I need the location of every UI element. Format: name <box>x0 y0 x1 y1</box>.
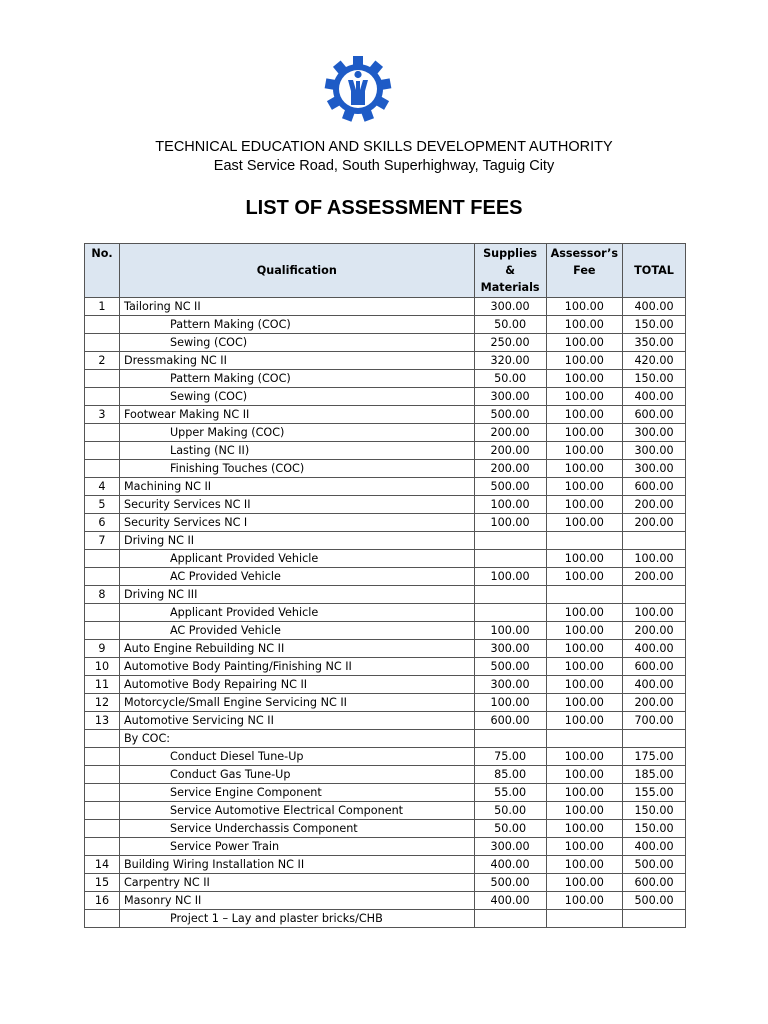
row-qualification: Sewing (COC) <box>119 388 474 406</box>
row-supplies-materials: 75.00 <box>474 748 546 766</box>
row-qualification: Tailoring NC II <box>119 298 474 316</box>
row-supplies-materials <box>474 532 546 550</box>
row-assessor-fee <box>546 910 622 928</box>
header-assessor-line2: Fee <box>573 264 596 277</box>
row-qualification: AC Provided Vehicle <box>119 568 474 586</box>
row-supplies-materials: 85.00 <box>474 766 546 784</box>
row-qualification: Service Underchassis Component <box>119 820 474 838</box>
row-total: 300.00 <box>623 442 686 460</box>
table-row <box>85 604 686 622</box>
row-total: 150.00 <box>623 370 686 388</box>
table-body <box>85 298 686 928</box>
table-row <box>85 568 686 586</box>
organization-address: East Service Road, South Superhighway, Taguig City <box>213 158 555 174</box>
row-supplies-materials: 300.00 <box>474 388 546 406</box>
row-qualification: Sewing (COC) <box>119 334 474 352</box>
table-row <box>85 856 686 874</box>
table-row <box>85 622 686 640</box>
row-qualification: Auto Engine Rebuilding NC II <box>119 640 474 658</box>
row-supplies-materials: 100.00 <box>474 694 546 712</box>
header-assessor-fee <box>546 244 622 298</box>
row-number: 15 <box>85 874 120 892</box>
row-total: 100.00 <box>623 550 686 568</box>
table-row <box>85 370 686 388</box>
row-qualification: Machining NC II <box>119 478 474 496</box>
row-number <box>85 316 120 334</box>
row-total: 150.00 <box>623 316 686 334</box>
table-row <box>85 532 686 550</box>
row-supplies-materials <box>474 550 546 568</box>
row-qualification: AC Provided Vehicle <box>119 622 474 640</box>
row-qualification: Automotive Body Painting/Finishing NC II <box>119 658 474 676</box>
table-row <box>85 586 686 604</box>
row-number: 13 <box>85 712 120 730</box>
row-number <box>85 334 120 352</box>
row-qualification: Footwear Making NC II <box>119 406 474 424</box>
row-assessor-fee <box>546 532 622 550</box>
row-qualification: Finishing Touches (COC) <box>119 460 474 478</box>
row-number <box>85 910 120 928</box>
assessment-fees-table <box>84 243 686 928</box>
row-number: 14 <box>85 856 120 874</box>
table-row <box>85 676 686 694</box>
row-total: 200.00 <box>623 622 686 640</box>
row-total: 100.00 <box>623 604 686 622</box>
table-row <box>85 838 686 856</box>
header-qualification: Qualification <box>119 244 474 298</box>
row-total: 600.00 <box>623 658 686 676</box>
row-qualification: Automotive Servicing NC II <box>119 712 474 730</box>
row-total: 175.00 <box>623 748 686 766</box>
row-number: 3 <box>85 406 120 424</box>
row-supplies-materials: 200.00 <box>474 424 546 442</box>
row-qualification: Security Services NC I <box>119 514 474 532</box>
row-assessor-fee: 100.00 <box>546 478 622 496</box>
row-supplies-materials: 300.00 <box>474 838 546 856</box>
row-total: 150.00 <box>623 802 686 820</box>
row-assessor-fee: 100.00 <box>546 406 622 424</box>
row-qualification: By COC: <box>119 730 474 748</box>
row-assessor-fee: 100.00 <box>546 856 622 874</box>
row-assessor-fee <box>546 730 622 748</box>
row-supplies-materials: 300.00 <box>474 640 546 658</box>
table-row <box>85 658 686 676</box>
header-assessor-line1: Assessor’s <box>550 247 619 260</box>
table-row <box>85 460 686 478</box>
table-header-row <box>85 244 686 298</box>
row-supplies-materials: 50.00 <box>474 802 546 820</box>
table-row <box>85 820 686 838</box>
row-number <box>85 388 120 406</box>
row-total: 700.00 <box>623 712 686 730</box>
row-total: 400.00 <box>623 838 686 856</box>
row-assessor-fee: 100.00 <box>546 622 622 640</box>
row-qualification: Conduct Gas Tune-Up <box>119 766 474 784</box>
row-total: 400.00 <box>623 640 686 658</box>
row-supplies-materials: 200.00 <box>474 442 546 460</box>
header-supplies <box>474 244 546 298</box>
row-number <box>85 568 120 586</box>
row-total: 500.00 <box>623 856 686 874</box>
row-number: 12 <box>85 694 120 712</box>
row-assessor-fee: 100.00 <box>546 766 622 784</box>
table-row <box>85 352 686 370</box>
row-assessor-fee: 100.00 <box>546 640 622 658</box>
row-qualification: Service Power Train <box>119 838 474 856</box>
table-row <box>85 298 686 316</box>
row-supplies-materials: 500.00 <box>474 478 546 496</box>
table-row <box>85 478 686 496</box>
row-supplies-materials: 500.00 <box>474 406 546 424</box>
table-row <box>85 892 686 910</box>
row-supplies-materials: 100.00 <box>474 496 546 514</box>
row-total: 200.00 <box>623 514 686 532</box>
row-total: 200.00 <box>623 694 686 712</box>
row-assessor-fee: 100.00 <box>546 874 622 892</box>
row-total: 300.00 <box>623 460 686 478</box>
row-total <box>623 586 686 604</box>
row-assessor-fee: 100.00 <box>546 838 622 856</box>
row-total <box>623 910 686 928</box>
row-qualification: Building Wiring Installation NC II <box>119 856 474 874</box>
row-qualification: Service Engine Component <box>119 784 474 802</box>
row-total: 600.00 <box>623 874 686 892</box>
table-row <box>85 514 686 532</box>
table-row <box>85 496 686 514</box>
row-qualification: Masonry NC II <box>119 892 474 910</box>
row-qualification: Driving NC II <box>119 532 474 550</box>
table-row <box>85 766 686 784</box>
row-qualification: Pattern Making (COC) <box>119 316 474 334</box>
row-assessor-fee: 100.00 <box>546 496 622 514</box>
row-qualification: Motorcycle/Small Engine Servicing NC II <box>119 694 474 712</box>
row-total: 155.00 <box>623 784 686 802</box>
row-qualification: Applicant Provided Vehicle <box>119 604 474 622</box>
table-row <box>85 802 686 820</box>
row-assessor-fee: 100.00 <box>546 370 622 388</box>
row-supplies-materials <box>474 730 546 748</box>
row-qualification: Project 1 – Lay and plaster bricks/CHB <box>119 910 474 928</box>
header-supplies-line3: Materials <box>480 281 540 294</box>
row-number <box>85 838 120 856</box>
row-total: 400.00 <box>623 298 686 316</box>
row-assessor-fee: 100.00 <box>546 820 622 838</box>
row-number: 2 <box>85 352 120 370</box>
row-number <box>85 766 120 784</box>
row-assessor-fee: 100.00 <box>546 568 622 586</box>
row-supplies-materials: 300.00 <box>474 676 546 694</box>
row-number: 8 <box>85 586 120 604</box>
row-supplies-materials: 250.00 <box>474 334 546 352</box>
row-supplies-materials: 500.00 <box>474 874 546 892</box>
row-assessor-fee: 100.00 <box>546 712 622 730</box>
table-row <box>85 748 686 766</box>
row-total: 185.00 <box>623 766 686 784</box>
row-qualification: Lasting (NC II) <box>119 442 474 460</box>
row-total: 200.00 <box>623 496 686 514</box>
row-assessor-fee: 100.00 <box>546 334 622 352</box>
row-assessor-fee: 100.00 <box>546 352 622 370</box>
row-total: 150.00 <box>623 820 686 838</box>
row-assessor-fee: 100.00 <box>546 442 622 460</box>
row-number: 4 <box>85 478 120 496</box>
row-assessor-fee: 100.00 <box>546 388 622 406</box>
table-row <box>85 334 686 352</box>
row-assessor-fee: 100.00 <box>546 316 622 334</box>
table-row <box>85 784 686 802</box>
row-number <box>85 442 120 460</box>
row-number <box>85 604 120 622</box>
row-total: 200.00 <box>623 568 686 586</box>
row-total: 600.00 <box>623 478 686 496</box>
row-number <box>85 370 120 388</box>
row-qualification: Driving NC III <box>119 586 474 604</box>
row-qualification: Carpentry NC II <box>119 874 474 892</box>
row-supplies-materials: 55.00 <box>474 784 546 802</box>
header-supplies-line2: & <box>505 264 515 277</box>
row-assessor-fee: 100.00 <box>546 604 622 622</box>
table-row <box>85 550 686 568</box>
table-row <box>85 694 686 712</box>
table-row <box>85 640 686 658</box>
row-qualification: Pattern Making (COC) <box>119 370 474 388</box>
row-supplies-materials: 300.00 <box>474 298 546 316</box>
row-assessor-fee: 100.00 <box>546 748 622 766</box>
table-row <box>85 388 686 406</box>
row-supplies-materials: 100.00 <box>474 514 546 532</box>
row-qualification: Conduct Diesel Tune-Up <box>119 748 474 766</box>
row-qualification: Security Services NC II <box>119 496 474 514</box>
row-supplies-materials: 50.00 <box>474 316 546 334</box>
tesda-logo-icon <box>324 55 392 123</box>
row-number <box>85 784 120 802</box>
row-supplies-materials: 50.00 <box>474 820 546 838</box>
row-assessor-fee: 100.00 <box>546 424 622 442</box>
row-number <box>85 730 120 748</box>
row-number: 5 <box>85 496 120 514</box>
row-assessor-fee: 100.00 <box>546 658 622 676</box>
row-number: 16 <box>85 892 120 910</box>
row-supplies-materials: 400.00 <box>474 856 546 874</box>
row-number: 6 <box>85 514 120 532</box>
row-total: 600.00 <box>623 406 686 424</box>
row-qualification: Dressmaking NC II <box>119 352 474 370</box>
row-number <box>85 550 120 568</box>
table-row <box>85 442 686 460</box>
row-assessor-fee: 100.00 <box>546 298 622 316</box>
row-supplies-materials: 600.00 <box>474 712 546 730</box>
table-row <box>85 406 686 424</box>
row-number <box>85 820 120 838</box>
row-total <box>623 730 686 748</box>
table-row <box>85 910 686 928</box>
row-supplies-materials: 400.00 <box>474 892 546 910</box>
row-qualification: Upper Making (COC) <box>119 424 474 442</box>
table-row <box>85 874 686 892</box>
table-row <box>85 424 686 442</box>
header-supplies-line1: Supplies <box>483 247 538 260</box>
row-assessor-fee: 100.00 <box>546 784 622 802</box>
row-assessor-fee: 100.00 <box>546 514 622 532</box>
row-supplies-materials <box>474 910 546 928</box>
row-number <box>85 748 120 766</box>
row-supplies-materials: 200.00 <box>474 460 546 478</box>
row-number: 7 <box>85 532 120 550</box>
row-number: 1 <box>85 298 120 316</box>
row-number <box>85 424 120 442</box>
organization-name: TECHNICAL EDUCATION AND SKILLS DEVELOPMENT AUTHORITY <box>155 139 613 155</box>
row-assessor-fee: 100.00 <box>546 550 622 568</box>
table-row <box>85 316 686 334</box>
row-total: 400.00 <box>623 388 686 406</box>
row-number <box>85 802 120 820</box>
row-supplies-materials: 500.00 <box>474 658 546 676</box>
row-total: 400.00 <box>623 676 686 694</box>
header-total: TOTAL <box>623 244 686 298</box>
row-qualification: Automotive Body Repairing NC II <box>119 676 474 694</box>
row-number <box>85 622 120 640</box>
page-title: LIST OF ASSESSMENT FEES <box>245 197 523 219</box>
row-number <box>85 460 120 478</box>
row-total: 500.00 <box>623 892 686 910</box>
row-assessor-fee <box>546 586 622 604</box>
table-row <box>85 712 686 730</box>
row-number: 10 <box>85 658 120 676</box>
row-qualification: Applicant Provided Vehicle <box>119 550 474 568</box>
row-assessor-fee: 100.00 <box>546 694 622 712</box>
row-supplies-materials: 320.00 <box>474 352 546 370</box>
row-assessor-fee: 100.00 <box>546 460 622 478</box>
row-supplies-materials <box>474 604 546 622</box>
row-total <box>623 532 686 550</box>
row-assessor-fee: 100.00 <box>546 802 622 820</box>
row-total: 300.00 <box>623 424 686 442</box>
row-supplies-materials <box>474 586 546 604</box>
row-supplies-materials: 50.00 <box>474 370 546 388</box>
row-number: 11 <box>85 676 120 694</box>
row-assessor-fee: 100.00 <box>546 892 622 910</box>
row-supplies-materials: 100.00 <box>474 568 546 586</box>
row-total: 350.00 <box>623 334 686 352</box>
row-assessor-fee: 100.00 <box>546 676 622 694</box>
table-row <box>85 730 686 748</box>
row-supplies-materials: 100.00 <box>474 622 546 640</box>
header-no: No. <box>85 244 120 298</box>
row-qualification: Service Automotive Electrical Component <box>119 802 474 820</box>
row-number: 9 <box>85 640 120 658</box>
row-total: 420.00 <box>623 352 686 370</box>
